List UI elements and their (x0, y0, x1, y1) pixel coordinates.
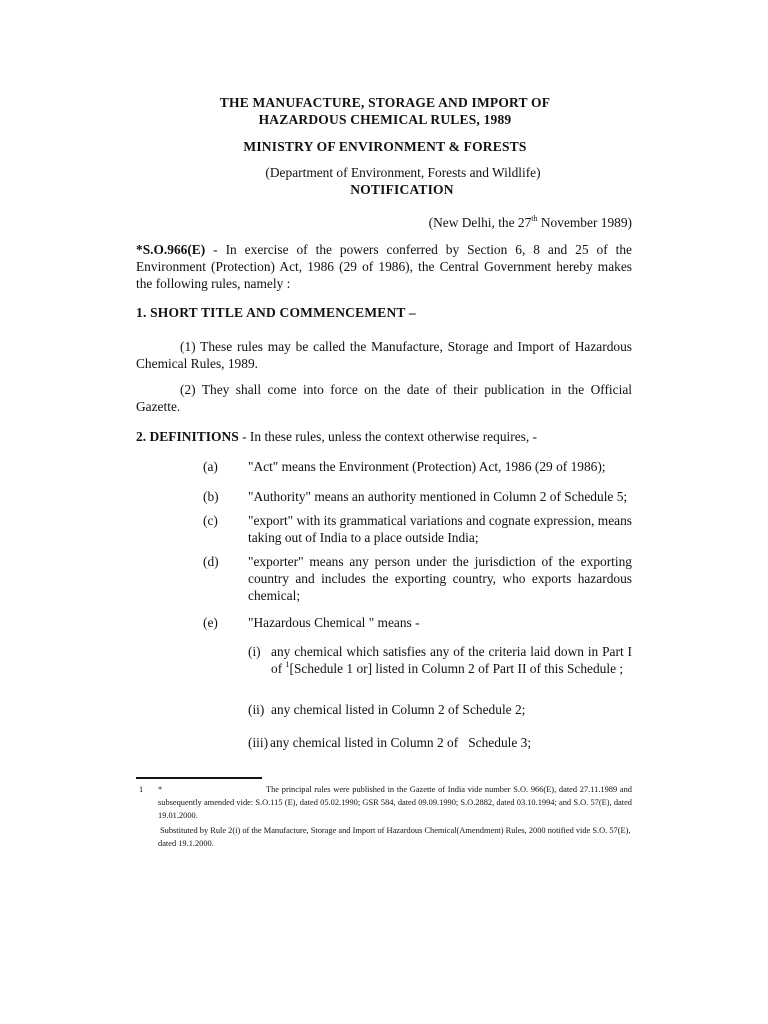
subitem-i-text-pre: any chemical which satisfies any of the criteria laid down in Part I of (271, 644, 632, 676)
footnote-1-text: The principal rules were published in the Gazette of India vide number S.O. 966(E), dated 27.11.1989 and subsequently amended vide: S.O.115 (E), dated 05.02.1990; GSR 584, dated 09.09.1990; S.O.2882, dated 03.10.1994; and S.O. 57(E), dated 19.01.2000. (158, 785, 632, 820)
item-e-text: "Hazardous Chemical " means - (248, 615, 420, 630)
section-2-heading: 2. DEFINITIONS (136, 429, 239, 444)
title-line-2: HAZARDOUS CHEMICAL RULES, 1989 (258, 112, 512, 127)
item-d-marker: (d) (203, 554, 219, 569)
item-c-text: "export" with its grammatical variations and cognate expression, means taking out of India to a place outside India; (248, 513, 632, 545)
dateline (429, 214, 632, 231)
intro-paragraph (136, 241, 632, 292)
footnote-star: * (158, 785, 163, 794)
intro-text: - In exercise of the powers conferred by Section 6, 8 and 25 of the Environment (Protection) Act, 1986 (29 of 1986), the Central Government hereby makes the following rules, namely : (136, 242, 632, 291)
so-number: *S.O.966(E) (136, 242, 206, 257)
notification-heading: NOTIFICATION (350, 182, 454, 197)
subitem-i-marker: (i) (248, 644, 261, 659)
title-line-1: THE MANUFACTURE, STORAGE AND IMPORT OF (219, 95, 551, 110)
item-a-text: "Act" means the Environment (Protection) Act, 1986 (29 of 1986); (248, 459, 606, 474)
subitem-i-text (271, 643, 632, 677)
footnote-separator (136, 777, 262, 779)
section-1-heading: 1. SHORT TITLE AND COMMENCEMENT – (136, 305, 416, 320)
item-b-text: "Authority" means an authority mentioned in Column 2 of Schedule 5; (248, 489, 628, 504)
ministry-heading: MINISTRY OF ENVIRONMENT & FORESTS (243, 139, 527, 154)
subitem-ii-text: any chemical listed in Column 2 of Schedule 2; (271, 702, 526, 717)
subitem-i-text-post: [Schedule 1 or] listed in Column 2 of Part II of this Schedule ; (289, 661, 624, 676)
item-e-marker: (e) (203, 615, 218, 630)
dateline-pre: (New Delhi, the 27 (428, 215, 532, 230)
item-a-marker: (a) (203, 459, 218, 474)
subitem-iii-marker: (iii) (248, 735, 269, 750)
footnote-ref-1: 1 (285, 659, 290, 669)
dateline-post: November 1989) (537, 215, 632, 230)
item-c-marker: (c) (203, 513, 218, 528)
department-line: (Department of Environment, Forests and Wildlife) (265, 165, 541, 180)
item-d-text: "exporter" means any person under the jurisdiction of the exporting country and includes the exporting country, who exports hazardous chemical; (248, 554, 632, 603)
section-2-heading-line (136, 428, 632, 445)
section-1-para-2: (2) They shall come into force on the date of their publication in the Official Gazette. (136, 382, 632, 414)
section-2-intro: - In these rules, unless the context otherwise requires, - (238, 429, 538, 444)
footnote-2-text: Substituted by Rule 2(i) of the Manufacture, Storage and Import of Hazardous Chemical(Amendment) Rules, 2000 notified vide S.O. 57(E), dated 19.1.2000. (158, 826, 631, 848)
subitem-ii-marker: (ii) (248, 702, 265, 717)
subitem-iii-text: any chemical listed in Column 2 of Schedule 3; (270, 735, 532, 750)
section-1-para-1: (1) These rules may be called the Manufacture, Storage and Import of Hazardous Chemical Rules, 1989. (136, 339, 632, 371)
item-b-marker: (b) (203, 489, 219, 504)
dateline-sup: th (531, 213, 538, 223)
footnote-number-1: 1 (139, 785, 144, 794)
